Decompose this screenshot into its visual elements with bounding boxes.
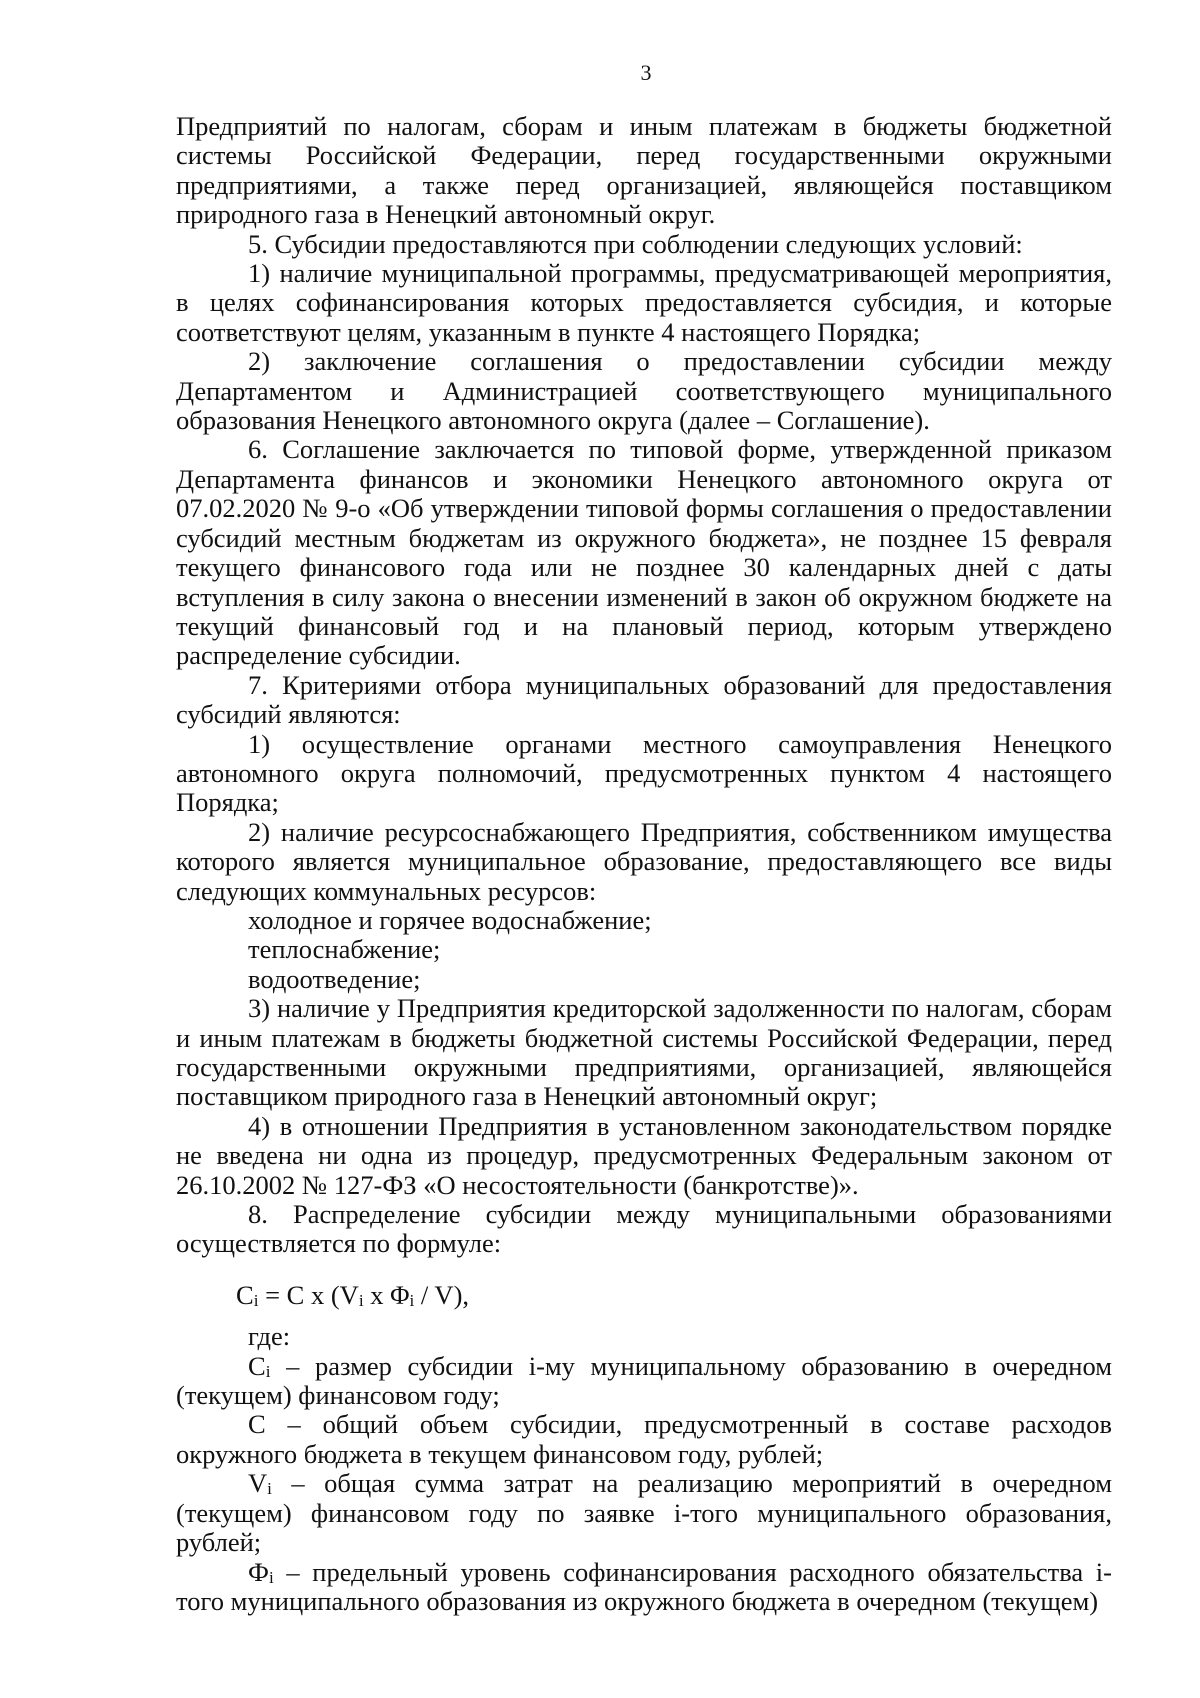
paragraph-subitem: 1) осуществление органами местного самоуправления Ненецкого автономного округа полномочий, предусмотренных пунктом 4 настоящего Порядка; — [176, 728, 1112, 818]
definition-v-i — [176, 1469, 1112, 1557]
definition-phi-i — [176, 1558, 1112, 1617]
symbol-phi: Ф — [248, 1556, 269, 1587]
formula-v-subscript: i — [358, 1290, 364, 1310]
formula-equals: = C x (V — [258, 1279, 359, 1310]
definition-text: – общая сумма затрат на реализацию мероприятий в очередном (текущем) финансовом году по заявке i-того муниципального образования, рублей; — [176, 1468, 1112, 1558]
formula-multiply: x Φ — [363, 1279, 410, 1310]
symbol-v: V — [248, 1468, 268, 1499]
list-item: теплоснабжение; — [248, 934, 441, 965]
document-body — [176, 112, 1112, 1616]
symbol-v-subscript: i — [267, 1479, 272, 1499]
symbol-c-subscript: i — [265, 1361, 271, 1381]
formula-lhs: C — [236, 1279, 254, 1310]
symbol-c: С — [248, 1350, 266, 1381]
formula-phi-subscript: i — [409, 1290, 415, 1310]
paragraph-item-7: 7. Критериями отбора муниципальных образований для предоставления субсидий являются: — [176, 669, 1112, 730]
definition-c: С – общий объем субсидии, предусмотренный в составе расходов окружного бюджета в текущем финансовом году, рублей; — [176, 1409, 1112, 1469]
paragraph-subitem: 4) в отношении Предприятия в установленном законодательством порядке не введена ни одна из процедур, предусмотренных Федеральным законом от 26.10.2002 № 127-ФЗ «О несостоятельности (банкротстве)». — [176, 1110, 1112, 1200]
paragraph-item-8: 8. Распределение субсидии между муниципальными образованиями осуществляется по формуле: — [176, 1199, 1112, 1259]
paragraph-item-6: 6. Соглашение заключается по типовой форме, утвержденной приказом Департамента финансов и экономики Ненецкого автономного округа от 07.02.2020 № 9-о «Об утверждении типовой формы соглашения о предоставлении субсидий местным бюджетам из окружного бюджета», не позднее 15 февраля текущего финансового года или не позднее 30 календарных дней с даты вступления в силу закона о внесении изменений в закон об окружном бюджете на текущий финансовый год и на плановый период, которым утверждено распределение субсидии. — [176, 434, 1112, 671]
paragraph-continuation: Предприятий по налогам, сборам и иным платежам в бюджеты бюджетной системы Российской Федерации, перед государственными окружными предприятиями, а также перед организацией, являющейся поставщиком природного газа в Ненецкий автономный округ. — [176, 111, 1112, 230]
list-item: водоотведение; — [248, 963, 421, 994]
paragraph-subitem: 2) заключение соглашения о предоставлении субсидии между Департаментом и Администрацией соответствующего муниципального образования Ненецкого автономного округа (далее – Соглашение). — [176, 346, 1112, 436]
paragraph-subitem: 1) наличие муниципальной программы, предусматривающей мероприятия, в целях софинансирования которых предоставляется субсидия, и которые соответствуют целям, указанным в пункте 4 настоящего Порядка; — [176, 258, 1112, 347]
paragraph-subitem: 2) наличие ресурсоснабжающего Предприятия, собственником имущества которого является муниципальное образование, предоставляющего все виды следующих коммунальных ресурсов: — [176, 816, 1112, 906]
formula-tail: / V), — [414, 1279, 470, 1310]
symbol-phi-subscript: i — [268, 1567, 274, 1587]
paragraph-where: где: — [248, 1321, 291, 1352]
list-item: холодное и горячее водоснабжение; — [248, 904, 652, 935]
definition-text: – предельный уровень софинансирования расходного обязательства i-того муниципального образования из окружного бюджета в очередном (текущем) — [176, 1556, 1112, 1616]
paragraph-item-5: 5. Субсидии предоставляются при соблюдении следующих условий: — [248, 228, 1023, 259]
paragraph-subitem: 3) наличие у Предприятия кредиторской задолженности по налогам, сборам и иным платежам в бюджеты бюджетной системы Российской Федерации, перед государственными окружными предприятиями, организацией, являющейся поставщиком природного газа в Ненецкий автономный округ; — [176, 993, 1112, 1112]
formula — [176, 1281, 1112, 1310]
definition-c-i — [176, 1352, 1112, 1411]
page-number: 3 — [640, 60, 652, 85]
definition-text: – размер субсидии i-му муниципальному образованию в очередном (текущем) финансовом году; — [176, 1350, 1112, 1411]
formula-lhs-subscript: i — [253, 1290, 259, 1310]
